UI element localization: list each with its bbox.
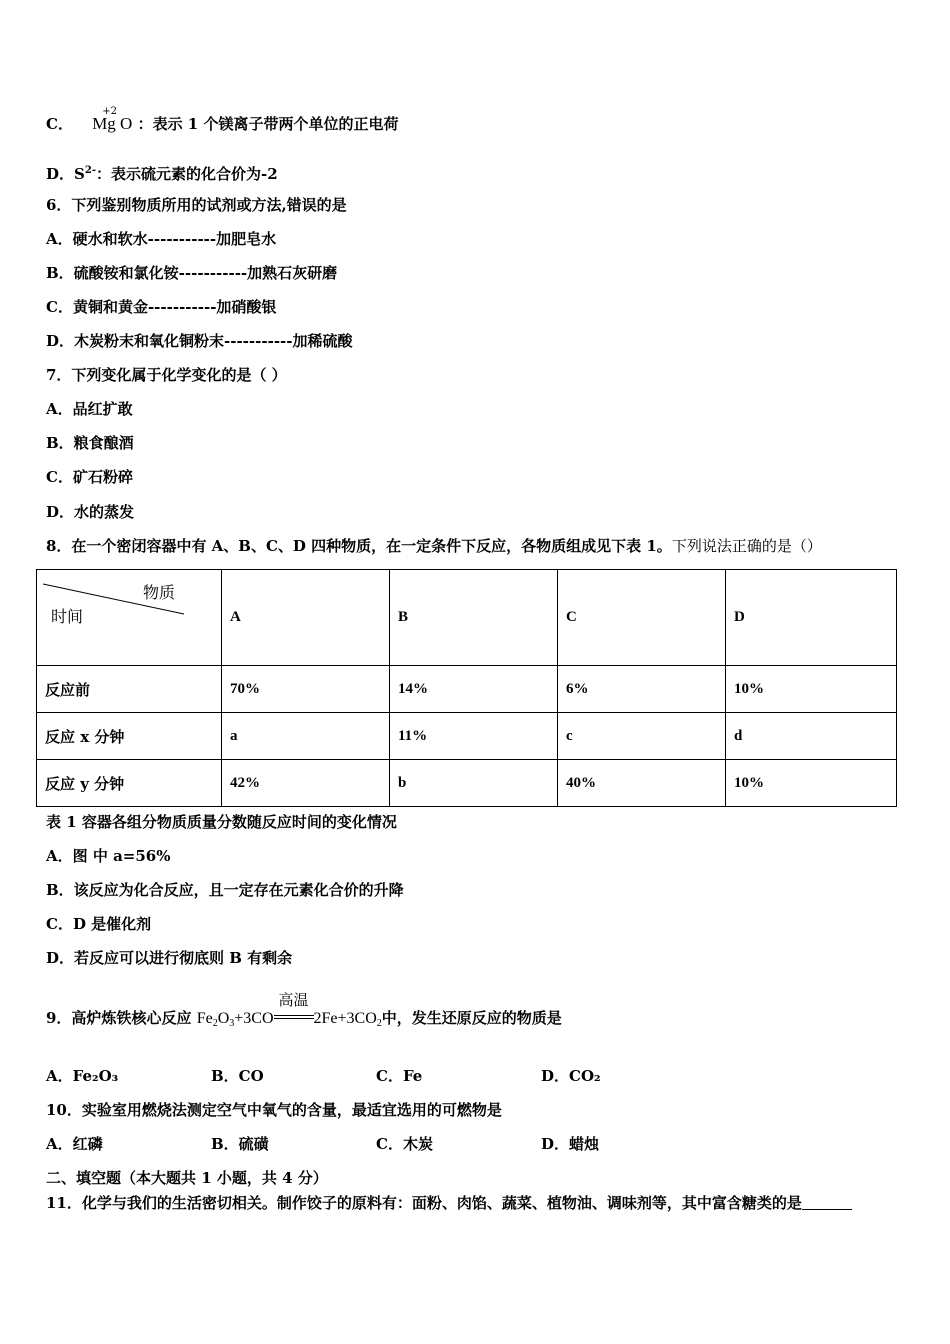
table-corner-cell: 物质 时间: [37, 570, 222, 666]
reaction-condition: 高温: [278, 993, 309, 1009]
q10-options: [46, 1134, 746, 1154]
table-header-d: D: [726, 570, 897, 666]
q10-option-a: A．红磷: [46, 1135, 103, 1153]
q6-option-b: B．硫酸铵和氯化铵-----------加熟石灰研磨: [46, 264, 338, 282]
q10-option-d: D．蜡烛: [541, 1135, 600, 1153]
q10-option-b: B．硫磺: [211, 1135, 269, 1153]
q11-stem: 11．化学与我们的生活密切相关。制作饺子的原料有：面粉、肉馅、蔬菜、植物油、调味剂等，其中富含糖类的是: [46, 1193, 852, 1213]
mgo-charge: +2: [102, 106, 117, 117]
q10-option-c: C．木炭: [376, 1135, 433, 1153]
table-row: 反应 y 分钟 42% b 40% 10%: [37, 760, 897, 807]
q7-stem: 7．下列变化属于化学变化的是（ ）: [46, 366, 287, 384]
table-header-b: B: [390, 570, 558, 666]
q8-option-a: A．图 中 a=56%: [46, 847, 171, 865]
q9-options: [46, 1066, 746, 1086]
q6-stem: 6．下列鉴别物质所用的试剂或方法,错误的是: [46, 196, 347, 214]
table-caption: 表 1 容器各组分物质质量分数随反应时间的变化情况: [46, 813, 397, 831]
q7-option-a: A．品红扩敢: [46, 400, 133, 418]
reaction-equation: $Fe_2O_3+3CO$ 高温 $2Fe+3CO_2$: [196, 993, 382, 1029]
q9-stem: 9．高炉炼铁核心反应 $Fe_2O_3+3CO$ 高温 $2Fe+3CO_2$中，发生还原反应的物质是: [46, 993, 562, 1029]
q9-option-a: A．Fe₂O₃: [46, 1067, 119, 1085]
q9-option-d: D．CO₂: [541, 1067, 601, 1085]
q7-option-c: C．矿石粉碎: [46, 468, 133, 486]
table-row: 反应前 70% 14% 6% 10%: [37, 666, 897, 713]
table-header-c: C: [558, 570, 726, 666]
q9-option-b: B．CO: [211, 1067, 264, 1085]
q5-option-d: D．$S^{2-}$：表示硫元素的化合价为-2: [46, 165, 278, 183]
answer-blank[interactable]: [802, 1209, 852, 1210]
table-row: 反应 x 分钟 a 11% c d: [37, 713, 897, 760]
table-header-row: [37, 570, 897, 666]
q6-option-a: A．硬水和软水-----------加肥皂水: [46, 230, 277, 248]
section-heading: 二、填空题（本大题共 1 小题，共 4 分）: [46, 1169, 328, 1187]
q6-option-c: C．黄铜和黄金-----------加硝酸银: [46, 298, 277, 316]
q9-option-c: C．Fe: [376, 1067, 423, 1085]
q8-table: [36, 569, 897, 807]
q8-option-d: D．若反应可以进行彻底则 B 有剩余: [46, 949, 293, 967]
q8-option-c: C．D 是催化剂: [46, 915, 152, 933]
q7-option-b: B．粮食酿酒: [46, 434, 134, 452]
table-header-a: A: [222, 570, 390, 666]
mgo-formula: +2 Mg O: [92, 114, 132, 134]
q5c-text: ：表示 1 个镁离子带两个单位的正电荷: [137, 115, 399, 133]
q8-stem: 8．在一个密闭容器中有 A、B、C、D 四种物质，在一定条件下反应，各物质组成见下表 1。下列说法正确的是（）: [46, 537, 822, 555]
q8-option-b: B．该反应为化合反应，且一定存在元素化合价的升降: [46, 881, 404, 899]
q10-stem: 10．实验室用燃烧法测定空气中氧气的含量，最适宜选用的可燃物是: [46, 1101, 502, 1119]
q5-option-c: C． +2 Mg O ：表示 1 个镁离子带两个单位的正电荷: [46, 114, 398, 134]
q7-option-d: D．水的蒸发: [46, 503, 135, 521]
q6-option-d: D．木炭粉末和氧化铜粉末-----------加稀硫酸: [46, 332, 353, 350]
